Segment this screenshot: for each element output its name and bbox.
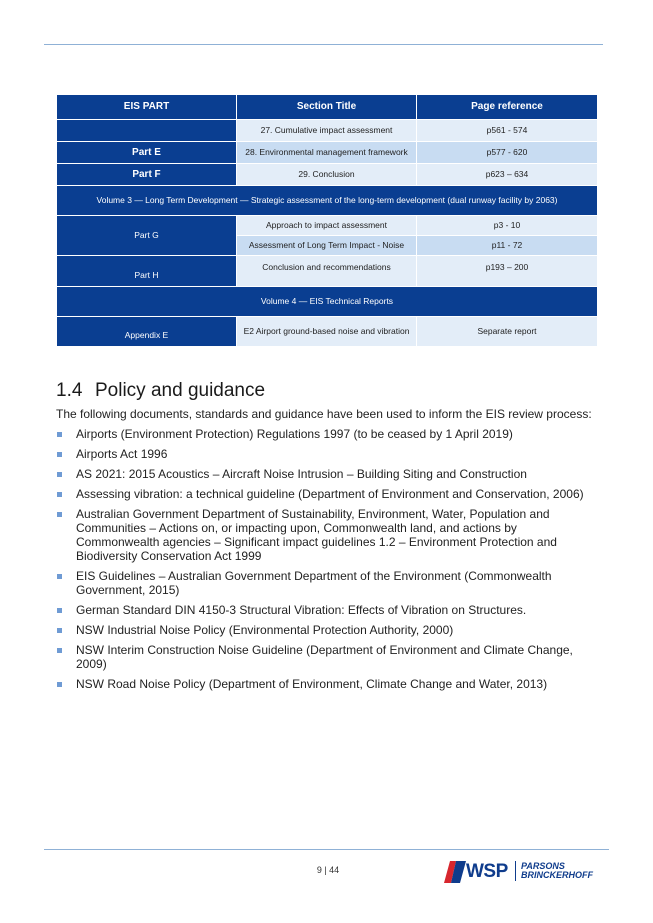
table-row [57, 120, 598, 142]
bullet-square-icon [57, 574, 62, 579]
table-cell-part [57, 120, 237, 142]
table-cell-ref: p3 - 10 [417, 216, 598, 236]
list-item-text: Airports (Environment Protection) Regulations 1997 (to be ceased by 1 April 2019) [76, 427, 513, 441]
table-cell-title: 29. Conclusion [237, 164, 417, 186]
logo-pb-line-1: PARSONS [521, 861, 565, 871]
bullet-square-icon [57, 512, 62, 517]
table-cell-ref: p193 – 200 [417, 256, 598, 287]
bullet-square-icon [57, 492, 62, 497]
section-intro: The following documents, standards and guidance have been used to inform the EIS review process: [56, 407, 592, 421]
bullet-square-icon [57, 682, 62, 687]
list-item [56, 677, 601, 691]
policy-list [56, 427, 601, 697]
logo-pb-text [521, 862, 593, 880]
table-cell-title: 28. Environmental management framework [237, 142, 417, 164]
bullet-square-icon [57, 432, 62, 437]
table-cell-part: Part H [57, 256, 237, 287]
table-row-volume-4 [57, 287, 598, 317]
bullet-square-icon [57, 648, 62, 653]
bullet-square-icon [57, 608, 62, 613]
list-item-text: NSW Interim Construction Noise Guideline (Department of Environment and Climate Change, 2009) [76, 643, 573, 671]
list-item [56, 427, 601, 441]
bullet-square-icon [57, 472, 62, 477]
list-item [56, 623, 601, 637]
table-header-row [57, 95, 598, 120]
wsp-parsons-brinckerhoff-logo [441, 858, 601, 886]
section-title: Policy and guidance [95, 380, 266, 401]
list-item [56, 569, 601, 597]
table-span-volume-3: Volume 3 — Long Term Development — Strategic assessment of the long-term development (dual runway facility by 2063) [57, 186, 598, 216]
column-header-section-title: Section Title [237, 95, 417, 120]
bullet-square-icon [57, 452, 62, 457]
list-item [56, 603, 601, 617]
section-number: 1.4 [56, 380, 83, 401]
list-item-text: Australian Government Department of Sustainability, Environment, Water, Population and Communities – Actions on, or impacting upon, Commonwealth land, and actions by Commonwealth agencies – Significant impact guidelines 1.2 – Environment Protection and Biodiversity Conservation Act 1999 [76, 507, 557, 563]
list-item-text: Airports Act 1996 [76, 447, 168, 461]
table-cell-title: Assessment of Long Term Impact - Noise [237, 236, 417, 256]
table-row-volume-3 [57, 186, 598, 216]
list-item [56, 507, 601, 563]
list-item [56, 643, 601, 671]
table-cell-title: 27. Cumulative impact assessment [237, 120, 417, 142]
bullet-square-icon [57, 628, 62, 633]
list-item-text: German Standard DIN 4150-3 Structural Vibration: Effects of Vibration on Structures. [76, 603, 527, 617]
table-cell-part: Part G [57, 216, 237, 256]
header-rule [44, 44, 603, 45]
table-row [57, 317, 598, 347]
table-cell-part: Part E [57, 142, 237, 164]
table-span-volume-4: Volume 4 — EIS Technical Reports [57, 287, 598, 317]
list-item-text: NSW Road Noise Policy (Department of Environment, Climate Change and Water, 2013) [76, 677, 548, 691]
table-cell-title: Conclusion and recommendations [237, 256, 417, 287]
table-cell-part: Part F [57, 164, 237, 186]
table-row [57, 164, 598, 186]
list-item [56, 467, 601, 481]
table-cell-title: Approach to impact assessment [237, 216, 417, 236]
eis-parts-table [56, 94, 598, 347]
table-row [57, 256, 598, 287]
table-cell-ref: p11 - 72 [417, 236, 598, 256]
table-row [57, 216, 598, 236]
list-item-text: EIS Guidelines – Australian Government Department of the Environment (Commonwealth Government, 2015) [76, 569, 552, 597]
footer-rule [44, 849, 609, 850]
list-item-text: NSW Industrial Noise Policy (Environmental Protection Authority, 2000) [76, 623, 454, 637]
table-cell-ref: p561 - 574 [417, 120, 598, 142]
table-row [57, 142, 598, 164]
column-header-page-reference: Page reference [417, 95, 598, 120]
section-heading [56, 380, 265, 402]
list-item [56, 447, 601, 461]
table-cell-ref: p577 - 620 [417, 142, 598, 164]
logo-pb-line-2: BRINCKERHOFF [521, 870, 593, 880]
wsp-flag-icon [441, 859, 467, 885]
logo-divider [515, 861, 516, 881]
table-cell-ref: Separate report [417, 317, 598, 347]
table-cell-ref: p623 – 634 [417, 164, 598, 186]
table-cell-title: E2 Airport ground-based noise and vibration [237, 317, 417, 347]
list-item [56, 487, 601, 501]
column-header-eis-part: EIS PART [57, 95, 237, 120]
list-item-text: Assessing vibration: a technical guideline (Department of Environment and Conservation, 2006) [76, 487, 584, 501]
page-number: 9 | 44 [316, 865, 340, 875]
list-item-text: AS 2021: 2015 Acoustics – Aircraft Noise Intrusion – Building Siting and Construction [76, 467, 527, 481]
logo-wsp-text: WSP [466, 861, 508, 882]
table-cell-part: Appendix E [57, 317, 237, 347]
